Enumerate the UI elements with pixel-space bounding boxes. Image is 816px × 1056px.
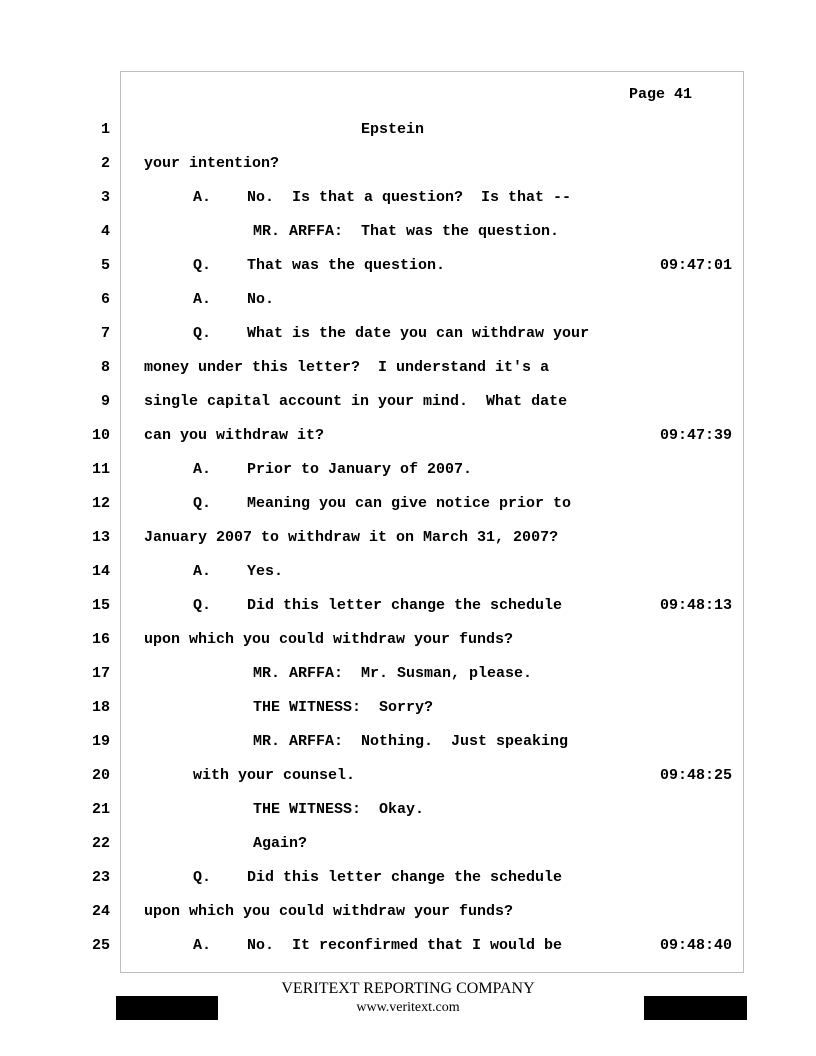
line-text: with your counsel. — [193, 767, 356, 784]
transcript-line — [0, 494, 816, 514]
transcript-line — [0, 222, 816, 242]
redaction-left — [116, 996, 218, 1020]
line-number: 19 — [91, 733, 110, 750]
footer-company: VERITEXT REPORTING COMPANY — [281, 980, 535, 997]
timestamp: 09:47:01 — [660, 257, 733, 274]
line-number: 6 — [100, 291, 110, 308]
line-number: 18 — [91, 699, 110, 716]
transcript-line — [0, 120, 816, 140]
line-text: upon which you could withdraw your funds? — [144, 903, 514, 920]
line-text: Q. Did this letter change the schedule — [193, 597, 563, 614]
transcript-line — [0, 256, 816, 276]
transcript-line — [0, 562, 816, 582]
timestamp: 09:47:39 — [660, 427, 733, 444]
transcript-line — [0, 868, 816, 888]
transcript-line — [0, 426, 816, 446]
line-number: 8 — [100, 359, 110, 376]
footer-website: www.veritext.com — [356, 1000, 460, 1015]
line-number: 10 — [91, 427, 110, 444]
line-number: 11 — [91, 461, 110, 478]
transcript-line — [0, 358, 816, 378]
line-number: 13 — [91, 529, 110, 546]
transcript-line — [0, 290, 816, 310]
line-text: your intention? — [144, 155, 280, 172]
line-text: single capital account in your mind. What date — [144, 393, 568, 410]
line-text: A. No. It reconfirmed that I would be — [193, 937, 563, 954]
timestamp: 09:48:40 — [660, 937, 733, 954]
line-number: 14 — [91, 563, 110, 580]
line-text: MR. ARFFA: Nothing. Just speaking — [253, 733, 569, 750]
line-text: A. No. Is that a question? Is that -- — [193, 189, 572, 206]
transcript-line — [0, 766, 816, 786]
line-text: January 2007 to withdraw it on March 31, 2007? — [144, 529, 559, 546]
line-text: money under this letter? I understand it's a — [144, 359, 550, 376]
transcript-line — [0, 460, 816, 480]
line-number: 23 — [91, 869, 110, 886]
transcript-line — [0, 800, 816, 820]
line-number: 7 — [100, 325, 110, 342]
transcript-line — [0, 528, 816, 548]
transcript-line — [0, 324, 816, 344]
line-number: 9 — [100, 393, 110, 410]
line-number: 5 — [100, 257, 110, 274]
line-text: MR. ARFFA: Mr. Susman, please. — [253, 665, 533, 682]
transcript-line — [0, 154, 816, 174]
line-text: Q. Meaning you can give notice prior to — [193, 495, 572, 512]
transcript-line — [0, 698, 816, 718]
line-text: THE WITNESS: Sorry? — [253, 699, 434, 716]
line-number: 20 — [91, 767, 110, 784]
line-number: 4 — [100, 223, 110, 240]
line-text: Again? — [253, 835, 308, 852]
line-text: THE WITNESS: Okay. — [253, 801, 425, 818]
line-number: 15 — [91, 597, 110, 614]
line-number: 3 — [100, 189, 110, 206]
transcript-line — [0, 664, 816, 684]
line-number: 16 — [91, 631, 110, 648]
transcript-line — [0, 902, 816, 922]
line-text: can you withdraw it? — [144, 427, 325, 444]
line-number: 25 — [91, 937, 110, 954]
line-number: 21 — [91, 801, 110, 818]
line-text: Q. What is the date you can withdraw your — [193, 325, 590, 342]
transcript-line — [0, 630, 816, 650]
line-text: Epstein — [361, 121, 425, 138]
page-number: Page 41 — [629, 86, 693, 103]
transcript-line — [0, 834, 816, 854]
line-number: 12 — [91, 495, 110, 512]
timestamp: 09:48:13 — [660, 597, 733, 614]
line-text: Q. Did this letter change the schedule — [193, 869, 563, 886]
line-number: 22 — [91, 835, 110, 852]
transcript-line — [0, 188, 816, 208]
line-number: 2 — [100, 155, 110, 172]
line-number: 24 — [91, 903, 110, 920]
line-text: Q. That was the question. — [193, 257, 446, 274]
redaction-right — [644, 996, 747, 1020]
timestamp: 09:48:25 — [660, 767, 733, 784]
transcript-line — [0, 936, 816, 956]
transcript-line — [0, 732, 816, 752]
line-text: A. Prior to January of 2007. — [193, 461, 473, 478]
transcript-line — [0, 392, 816, 412]
line-number: 17 — [91, 665, 110, 682]
line-text: upon which you could withdraw your funds? — [144, 631, 514, 648]
line-text: A. Yes. — [193, 563, 284, 580]
transcript-line — [0, 596, 816, 616]
line-number: 1 — [100, 121, 110, 138]
line-text: MR. ARFFA: That was the question. — [253, 223, 560, 240]
line-text: A. No. — [193, 291, 275, 308]
